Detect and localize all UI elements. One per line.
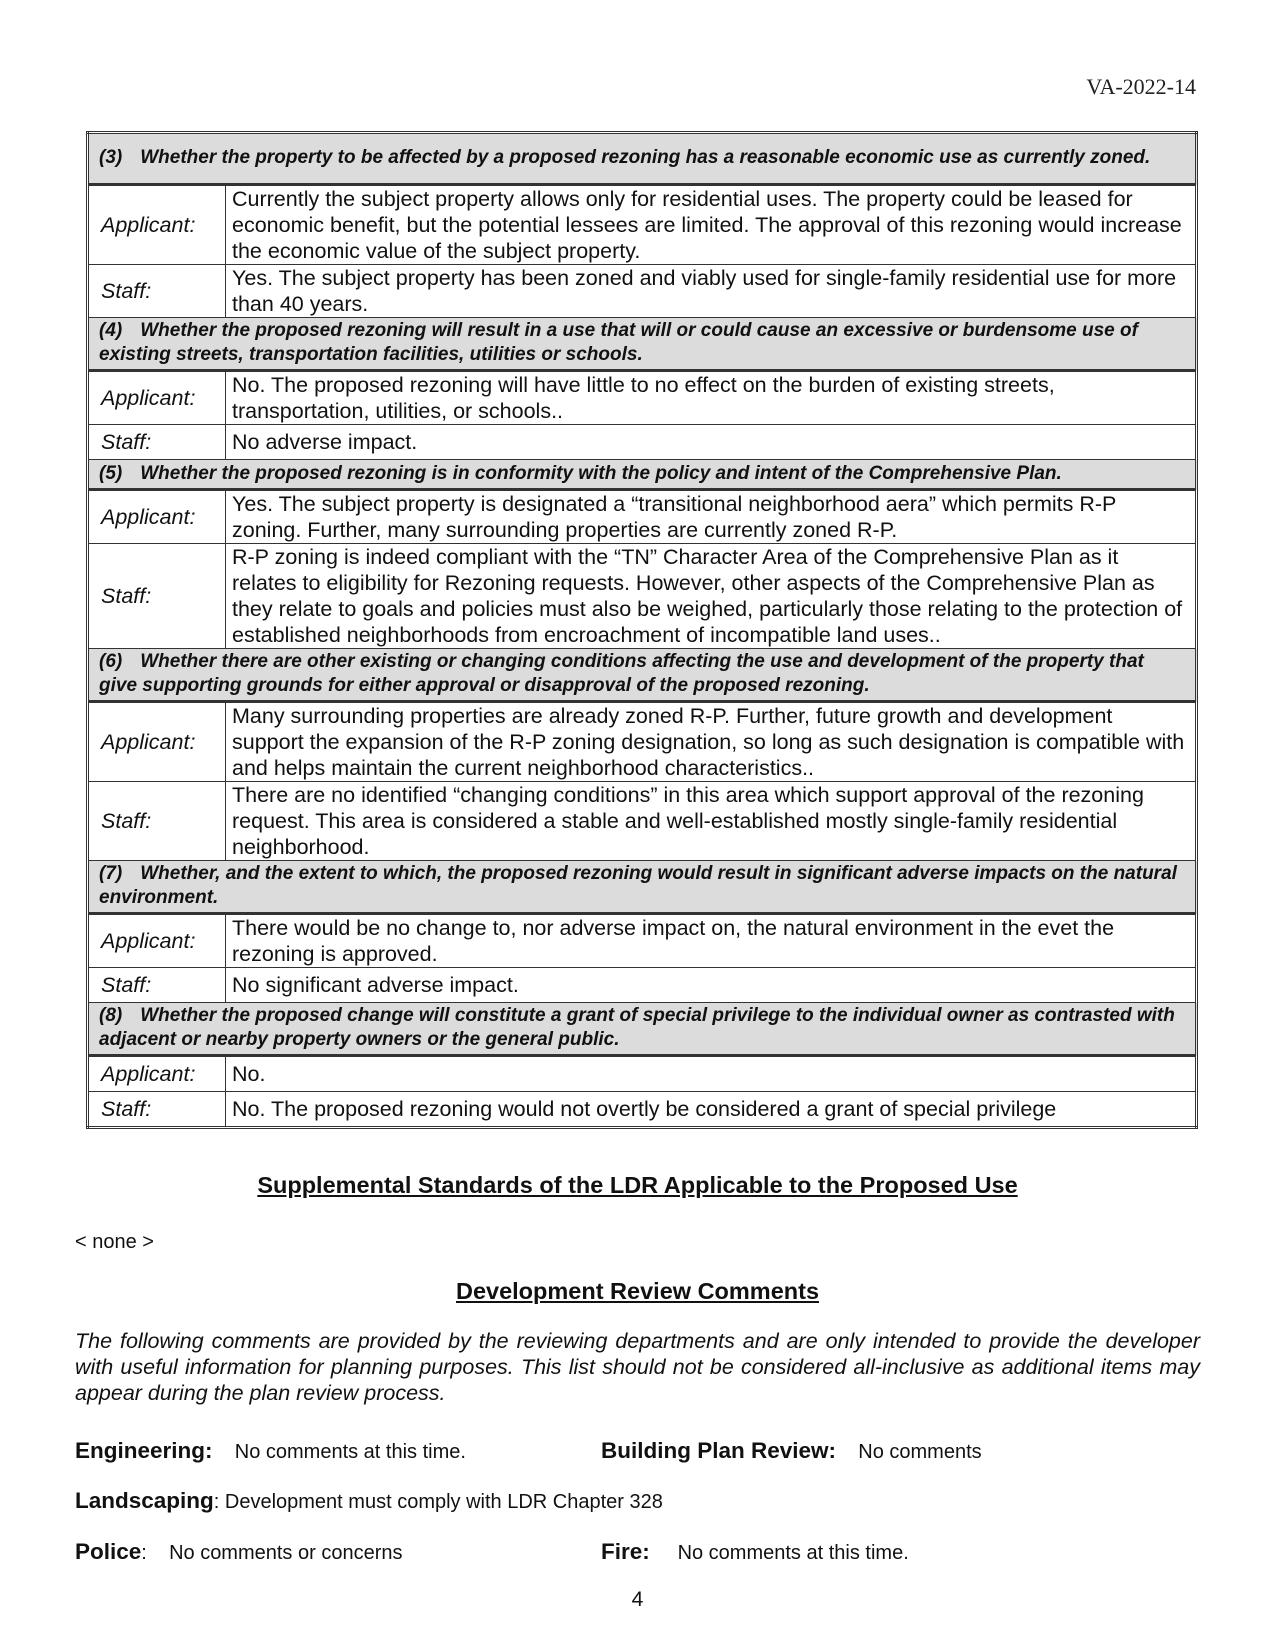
landscaping-label: Landscaping — [75, 1488, 214, 1513]
applicant-response: No. The proposed rezoning will have little to no effect on the burden of existing streets, transportation, utilities, or schools.. — [226, 371, 1197, 425]
applicant-row — [88, 914, 1197, 968]
staff-label: Staff: — [88, 544, 226, 649]
staff-response: There are no identified “changing conditions” in this area which support approval of the rezoning request. This area is considered a stable and well-established mostly single-family residential neighborhood. — [226, 782, 1197, 861]
fire-label: Fire: — [601, 1539, 650, 1564]
fire-value: No comments at this time. — [677, 1542, 909, 1564]
engineering-comment — [75, 1438, 466, 1464]
criterion-question-row — [88, 649, 1197, 702]
criterion-number: (3) — [99, 147, 123, 168]
applicant-label: Applicant: — [88, 185, 226, 265]
criterion-question: Whether the proposed rezoning will result in a use that will or could cause an excessive or burdensome use of existing streets, transportation facilities, utilities or schools. — [99, 320, 1138, 365]
police-comment — [75, 1539, 402, 1565]
review-comments-heading: Development Review Comments — [455, 1278, 820, 1304]
applicant-response: Yes. The subject property is designated a “transitional neighborhood aera” which permits R-P zoning. Further, many surrounding properties are currently zoned R-P. — [226, 490, 1197, 544]
staff-label: Staff: — [88, 425, 226, 460]
staff-row — [88, 265, 1197, 318]
landscaping-value: : Development must comply with LDR Chapter 328 — [213, 1491, 663, 1513]
criterion-question-row — [88, 460, 1197, 490]
supplemental-standards-heading: Supplemental Standards of the LDR Applicable to the Proposed Use — [257, 1172, 1018, 1198]
criterion-question-row — [88, 318, 1197, 371]
criterion-number: (7) — [99, 863, 123, 884]
engineering-label: Engineering: — [75, 1438, 213, 1463]
applicant-label: Applicant: — [88, 371, 226, 425]
landscaping-comment — [75, 1488, 663, 1514]
criterion-question: Whether the proposed change will constitute a grant of special privilege to the individual owner as contrasted with adjacent or nearby property owners or the general public. — [99, 1005, 1175, 1050]
document-id: VA-2022-14 — [1086, 74, 1196, 99]
criterion-question: Whether, and the extent to which, the proposed rezoning would result in significant adverse impacts on the natural environment. — [99, 863, 1177, 908]
staff-label: Staff: — [88, 1092, 226, 1128]
applicant-row — [88, 371, 1197, 425]
applicant-response: Many surrounding properties are already zoned R-P. Further, future growth and development support the expansion of the R-P zoning designation, so long as such designation is compatible with and helps maintain the current neighborhood characteristics.. — [226, 702, 1197, 782]
applicant-row — [88, 1056, 1197, 1092]
staff-response: No significant adverse impact. — [226, 968, 1197, 1003]
applicant-row — [88, 490, 1197, 544]
staff-response: Yes. The subject property has been zoned and viably used for single-family residential use for more than 40 years. — [226, 265, 1197, 318]
staff-label: Staff: — [88, 782, 226, 861]
criterion-question: Whether there are other existing or changing conditions affecting the use and development of the property that give supporting grounds for either approval or disapproval of the proposed rezoning. — [99, 651, 1144, 696]
criterion-number: (5) — [99, 462, 123, 484]
criterion-question: Whether the property to be affected by a proposed rezoning has a reasonable economic use as currently zoned. — [140, 147, 1151, 168]
supplemental-standards-value: < none > — [75, 1231, 154, 1253]
criterion-number: (6) — [99, 651, 123, 672]
applicant-label: Applicant: — [88, 702, 226, 782]
applicant-label: Applicant: — [88, 1056, 226, 1092]
applicant-response: No. — [226, 1056, 1197, 1092]
staff-response: No. The proposed rezoning would not overtly be considered a grant of special privilege — [226, 1092, 1197, 1128]
page-number: 4 — [631, 1588, 644, 1611]
building-plan-review-comment — [601, 1438, 982, 1464]
staff-row — [88, 544, 1197, 649]
police-value: : No comments or concerns — [141, 1542, 403, 1564]
criterion-question-row — [88, 861, 1197, 914]
criterion-number: (8) — [99, 1005, 123, 1026]
applicant-response: There would be no change to, nor adverse impact on, the natural environment in the evet the rezoning is approved. — [226, 914, 1197, 968]
applicant-row — [88, 185, 1197, 265]
criterion-question: Whether the proposed rezoning is in conformity with the policy and intent of the Comprehensive Plan. — [140, 462, 1062, 484]
criterion-question-row — [88, 1003, 1197, 1056]
fire-comment — [601, 1539, 909, 1565]
review-comments-intro: The following comments are provided by the reviewing departments and are only intended to provide the developer with useful information for planning purposes. This list should not be considered all-inclusive as additional items may appear during the plan review process. — [75, 1329, 1200, 1405]
applicant-label: Applicant: — [88, 914, 226, 968]
staff-row — [88, 968, 1197, 1003]
rezoning-criteria-table — [86, 131, 1198, 1129]
staff-row — [88, 425, 1197, 460]
applicant-label: Applicant: — [88, 490, 226, 544]
staff-row — [88, 782, 1197, 861]
staff-label: Staff: — [88, 265, 226, 318]
criterion-question-row — [88, 133, 1197, 185]
staff-response: No adverse impact. — [226, 425, 1197, 460]
staff-row — [88, 1092, 1197, 1128]
staff-response: R-P zoning is indeed compliant with the “TN” Character Area of the Comprehensive Plan as it relates to eligibility for Rezoning requests. However, other aspects of the Comprehensive Plan as they relate to goals and policies must also be weighed, particularly those relating to the protection of established neighborhoods from encroachment of incompatible land uses.. — [226, 544, 1197, 649]
criterion-number: (4) — [99, 320, 123, 341]
police-label: Police — [75, 1539, 142, 1564]
applicant-response: Currently the subject property allows only for residential uses. The property could be leased for economic benefit, but the potential lessees are limited. The approval of this rezoning would increase the economic value of the subject property. — [226, 185, 1197, 265]
building-plan-review-value: No comments — [858, 1441, 982, 1463]
building-plan-review-label: Building Plan Review: — [601, 1438, 837, 1463]
engineering-value: No comments at this time. — [234, 1441, 466, 1463]
staff-label: Staff: — [88, 968, 226, 1003]
applicant-row — [88, 702, 1197, 782]
